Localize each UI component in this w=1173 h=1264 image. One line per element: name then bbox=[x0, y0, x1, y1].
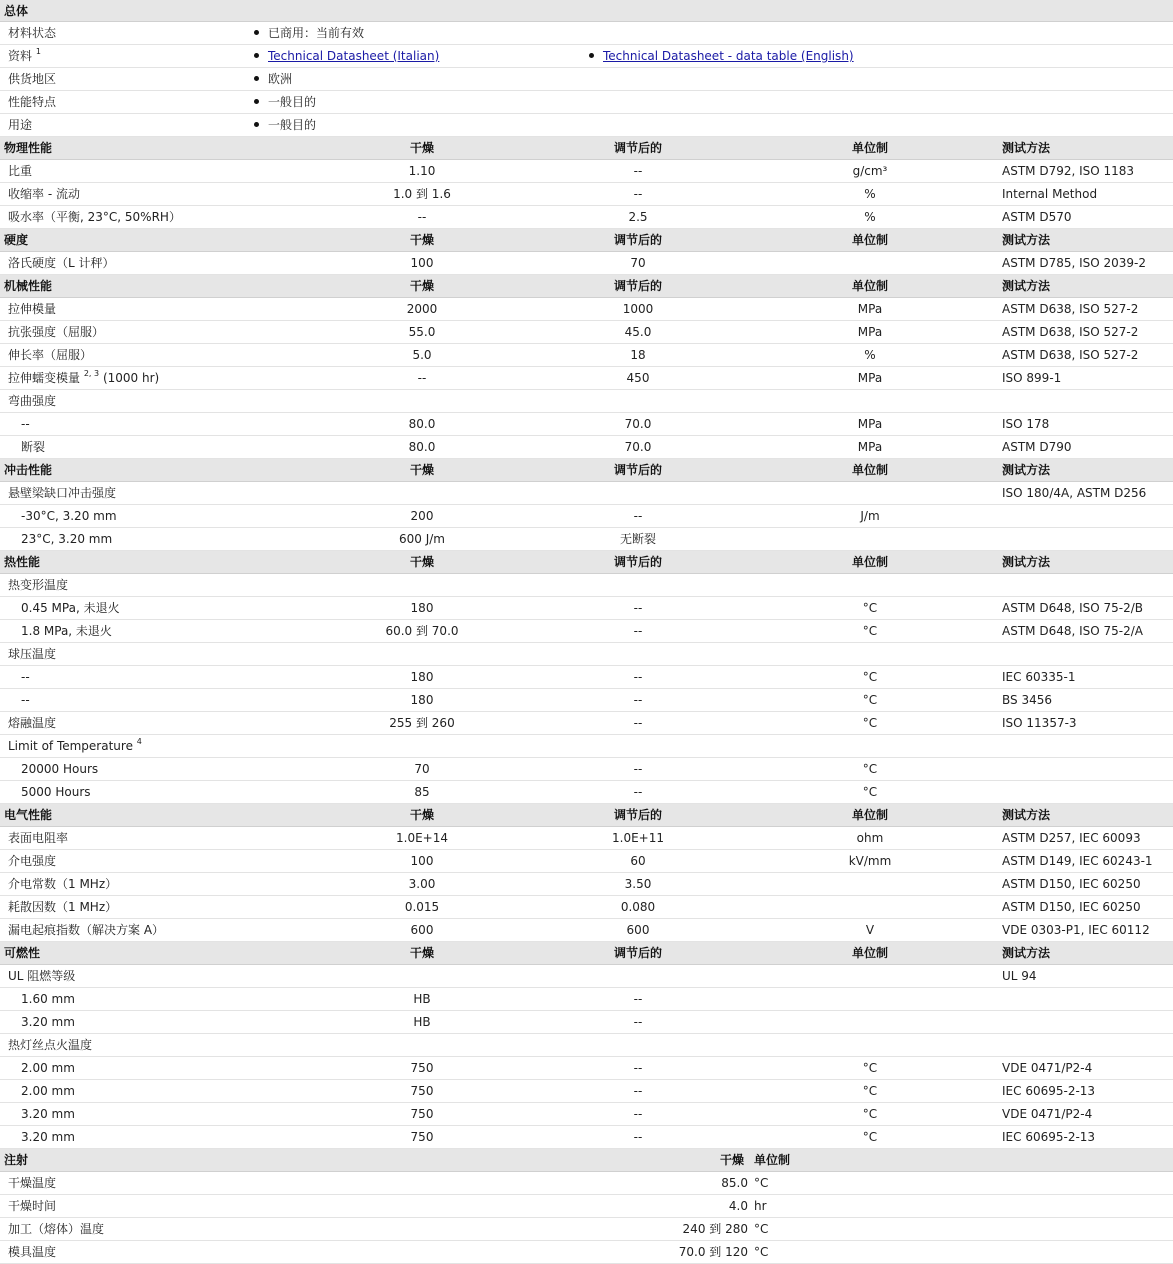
property-name: 模具温度 bbox=[8, 1245, 57, 1259]
property-name: 热变形温度 bbox=[8, 578, 69, 592]
property-name: 热灯丝点火温度 bbox=[8, 1038, 93, 1052]
dry-value: 100 bbox=[410, 854, 434, 868]
property-name: 悬壁梁缺口冲击强度 bbox=[8, 486, 117, 500]
property-name: 伸长率（屈服） bbox=[8, 348, 93, 362]
section-title: 注射 bbox=[4, 1153, 29, 1167]
test-method: ASTM D638, ISO 527-2 bbox=[1002, 302, 1139, 316]
dry-value: 750 bbox=[410, 1061, 434, 1075]
general-row bbox=[0, 91, 1173, 114]
test-method: IEC 60695-2-13 bbox=[1002, 1084, 1096, 1098]
test-method: ISO 899-1 bbox=[1002, 371, 1062, 385]
row-label: 性能特点 bbox=[8, 95, 57, 109]
test-method: ASTM D638, ISO 527-2 bbox=[1002, 325, 1139, 339]
test-method: ASTM D638, ISO 527-2 bbox=[1002, 348, 1139, 362]
dry-value: 3.00 bbox=[408, 877, 436, 891]
dry-value: 1.10 bbox=[408, 164, 436, 178]
table-row bbox=[0, 873, 1173, 896]
dry-value: 4.0 bbox=[728, 1199, 748, 1213]
unit: V bbox=[865, 923, 875, 937]
property-name: 漏电起痕指数（解决方案 A） bbox=[8, 923, 165, 937]
column-header-conditioned: 调节后的 bbox=[613, 141, 662, 155]
property-name: 1.8 MPa, 未退火 bbox=[21, 624, 112, 638]
unit: °C bbox=[862, 624, 878, 638]
conditioned-value: 无断裂 bbox=[619, 532, 656, 546]
dry-value: HB bbox=[413, 992, 431, 1006]
property-name: 拉伸模量 bbox=[8, 302, 57, 316]
column-header-conditioned: 调节后的 bbox=[613, 808, 662, 822]
section-thermal-header bbox=[0, 551, 1173, 574]
property-name: 断裂 bbox=[21, 440, 46, 454]
test-method: VDE 0303-P1, IEC 60112 bbox=[1002, 923, 1150, 937]
test-method: ISO 11357-3 bbox=[1002, 716, 1077, 730]
row-label: 供货地区 bbox=[8, 72, 57, 86]
test-method: VDE 0471/P2-4 bbox=[1002, 1061, 1093, 1075]
table-row bbox=[0, 344, 1173, 367]
conditioned-value: -- bbox=[633, 693, 643, 707]
table-row bbox=[0, 183, 1173, 206]
conditioned-value: -- bbox=[633, 187, 643, 201]
dry-value: 180 bbox=[410, 601, 434, 615]
property-name: 拉伸蠕变模量 $^{2, 3}$ (1000 hr) bbox=[8, 369, 160, 385]
dry-value: 1.0E+14 bbox=[396, 831, 448, 845]
section-title: 可燃性 bbox=[4, 946, 41, 960]
table-row bbox=[0, 988, 1173, 1011]
section-hardness-header bbox=[0, 229, 1173, 252]
conditioned-value: -- bbox=[633, 509, 643, 523]
section-general-header bbox=[0, 0, 1173, 22]
property-name: 23°C, 3.20 mm bbox=[21, 532, 113, 546]
table-row bbox=[0, 919, 1173, 942]
table-row bbox=[0, 574, 1173, 597]
conditioned-value: 1000 bbox=[622, 302, 654, 316]
table-row bbox=[0, 735, 1173, 758]
table-row bbox=[0, 597, 1173, 620]
column-header-dry: 干燥 bbox=[409, 233, 434, 247]
conditioned-value: -- bbox=[633, 1061, 643, 1075]
table-row bbox=[0, 689, 1173, 712]
conditioned-value: -- bbox=[633, 1130, 643, 1144]
section-title: 电气性能 bbox=[4, 808, 53, 822]
conditioned-value: 1.0E+11 bbox=[612, 831, 664, 845]
unit: °C bbox=[862, 1061, 878, 1075]
dry-value: 100 bbox=[410, 256, 434, 270]
test-method: ASTM D150, IEC 60250 bbox=[1002, 900, 1141, 914]
dry-value: -- bbox=[417, 371, 427, 385]
list-item: 已商用：当前有效 bbox=[254, 22, 364, 45]
table-row bbox=[0, 850, 1173, 873]
unit: % bbox=[864, 187, 876, 201]
property-name: 2.00 mm bbox=[21, 1084, 75, 1098]
column-header-dry: 干燥 bbox=[409, 141, 434, 155]
dry-value: 600 bbox=[410, 923, 434, 937]
column-header-unit: 单位制 bbox=[851, 141, 888, 155]
column-header-dry: 干燥 bbox=[720, 1153, 745, 1167]
test-method: VDE 0471/P2-4 bbox=[1002, 1107, 1093, 1121]
table-row bbox=[0, 1172, 1173, 1195]
unit: MPa bbox=[857, 417, 883, 431]
column-header-method: 测试方法 bbox=[1002, 279, 1051, 293]
conditioned-value: -- bbox=[633, 624, 643, 638]
unit: °C bbox=[754, 1176, 769, 1190]
column-header-unit: 单位制 bbox=[754, 1153, 791, 1167]
dry-value: 750 bbox=[410, 1084, 434, 1098]
general-row bbox=[0, 45, 1173, 68]
conditioned-value: 3.50 bbox=[624, 877, 652, 891]
unit: °C bbox=[862, 1084, 878, 1098]
property-name: 吸水率（平衡, 23°C, 50%RH） bbox=[8, 210, 181, 224]
table-row bbox=[0, 643, 1173, 666]
conditioned-value: 0.080 bbox=[620, 900, 656, 914]
unit: °C bbox=[862, 601, 878, 615]
test-method: Internal Method bbox=[1002, 187, 1098, 201]
table-row bbox=[0, 413, 1173, 436]
property-name: -- bbox=[21, 670, 30, 684]
conditioned-value: 45.0 bbox=[624, 325, 652, 339]
section-title: 物理性能 bbox=[4, 141, 53, 155]
column-header-method: 测试方法 bbox=[1002, 946, 1051, 960]
unit: MPa bbox=[857, 302, 883, 316]
property-name: 干燥温度 bbox=[8, 1176, 57, 1190]
test-method: UL 94 bbox=[1002, 969, 1037, 983]
dry-value: 60.0 到 70.0 bbox=[385, 624, 459, 638]
bullet-icon bbox=[254, 53, 259, 58]
dry-value: 70.0 到 120 bbox=[678, 1245, 748, 1259]
general-row bbox=[0, 68, 1173, 91]
section-injection-header bbox=[0, 1149, 1173, 1172]
table-row bbox=[0, 827, 1173, 850]
dry-value: 750 bbox=[410, 1107, 434, 1121]
datasheet-english-link[interactable]: Technical Datasheet - data table (English) bbox=[603, 49, 854, 63]
test-method: ASTM D790 bbox=[1002, 440, 1072, 454]
property-name: 比重 bbox=[8, 164, 33, 178]
table-row bbox=[0, 666, 1173, 689]
conditioned-value: 18 bbox=[630, 348, 646, 362]
unit: °C bbox=[754, 1245, 769, 1259]
section-electrical-header bbox=[0, 804, 1173, 827]
dry-value: 70 bbox=[414, 762, 430, 776]
property-name: 收缩率 - 流动 bbox=[8, 187, 80, 201]
table-row bbox=[0, 482, 1173, 505]
unit: °C bbox=[754, 1222, 769, 1236]
property-name: 弯曲强度 bbox=[8, 394, 57, 408]
test-method: ISO 178 bbox=[1002, 417, 1050, 431]
property-name: 0.45 MPa, 未退火 bbox=[21, 601, 120, 615]
column-header-conditioned: 调节后的 bbox=[613, 233, 662, 247]
test-method: ASTM D648, ISO 75-2/A bbox=[1002, 624, 1143, 638]
dry-value: 2000 bbox=[406, 302, 438, 316]
test-method: ASTM D150, IEC 60250 bbox=[1002, 877, 1141, 891]
column-header-unit: 单位制 bbox=[851, 808, 888, 822]
table-row bbox=[0, 1080, 1173, 1103]
table-row bbox=[0, 206, 1173, 229]
column-header-dry: 干燥 bbox=[409, 555, 434, 569]
dry-value: 200 bbox=[410, 509, 434, 523]
property-name: 3.20 mm bbox=[21, 1015, 75, 1029]
test-method: ASTM D570 bbox=[1002, 210, 1072, 224]
conditioned-value: 70 bbox=[630, 256, 646, 270]
column-header-method: 测试方法 bbox=[1002, 463, 1051, 477]
column-header-unit: 单位制 bbox=[851, 233, 888, 247]
unit: °C bbox=[862, 693, 878, 707]
test-method: BS 3456 bbox=[1002, 693, 1052, 707]
unit: hr bbox=[754, 1199, 767, 1213]
table-row bbox=[0, 321, 1173, 344]
conditioned-value: -- bbox=[633, 1107, 643, 1121]
dry-value: 600 J/m bbox=[399, 532, 445, 546]
section-flammability-header bbox=[0, 942, 1173, 965]
column-header-conditioned: 调节后的 bbox=[613, 279, 662, 293]
dry-value: 85 bbox=[414, 785, 430, 799]
unit: °C bbox=[862, 716, 878, 730]
unit: % bbox=[864, 210, 876, 224]
column-header-conditioned: 调节后的 bbox=[613, 463, 662, 477]
test-method: ISO 180/4A, ASTM D256 bbox=[1002, 486, 1147, 500]
column-header-dry: 干燥 bbox=[409, 946, 434, 960]
section-title: 机械性能 bbox=[4, 279, 53, 293]
column-header-unit: 单位制 bbox=[851, 946, 888, 960]
column-header-unit: 单位制 bbox=[851, 555, 888, 569]
property-name: 球压温度 bbox=[8, 647, 57, 661]
general-row bbox=[0, 114, 1173, 137]
table-row bbox=[0, 298, 1173, 321]
property-name: 5000 Hours bbox=[21, 785, 91, 799]
test-method: ASTM D257, IEC 60093 bbox=[1002, 831, 1141, 845]
dry-value: 80.0 bbox=[408, 417, 436, 431]
table-row bbox=[0, 436, 1173, 459]
bullet-icon bbox=[254, 122, 259, 127]
footnote-ref: 4 bbox=[136, 737, 142, 746]
test-method: ASTM D149, IEC 60243-1 bbox=[1002, 854, 1153, 868]
property-name: 加工（熔体）温度 bbox=[8, 1222, 105, 1236]
column-header-method: 测试方法 bbox=[1002, 233, 1051, 247]
list-item: 一般目的 bbox=[254, 91, 316, 114]
section-title: 冲击性能 bbox=[4, 463, 53, 477]
conditioned-value: -- bbox=[633, 1084, 643, 1098]
table-row bbox=[0, 528, 1173, 551]
conditioned-value: -- bbox=[633, 1015, 643, 1029]
property-name: 熔融温度 bbox=[8, 716, 57, 730]
conditioned-value: 70.0 bbox=[624, 417, 652, 431]
dry-value: HB bbox=[413, 1015, 431, 1029]
conditioned-value: -- bbox=[633, 601, 643, 615]
row-label: 材料状态 bbox=[8, 26, 57, 40]
conditioned-value: -- bbox=[633, 164, 643, 178]
conditioned-value: 70.0 bbox=[624, 440, 652, 454]
unit: °C bbox=[862, 1130, 878, 1144]
conditioned-value: -- bbox=[633, 716, 643, 730]
table-row bbox=[0, 1195, 1173, 1218]
dry-value: 255 到 260 bbox=[389, 716, 455, 730]
table-row bbox=[0, 781, 1173, 804]
property-name: Limit of Temperature $^4$ bbox=[8, 737, 142, 753]
unit: °C bbox=[862, 762, 878, 776]
table-row bbox=[0, 1057, 1173, 1080]
dry-value: 1.0 到 1.6 bbox=[393, 187, 451, 201]
bullet-icon bbox=[254, 30, 259, 35]
property-name: 表面电阻率 bbox=[8, 831, 69, 845]
property-name: 3.20 mm bbox=[21, 1107, 75, 1121]
unit: °C bbox=[862, 670, 878, 684]
dry-value: -- bbox=[417, 210, 427, 224]
section-title: 总体 bbox=[4, 4, 29, 18]
table-row bbox=[0, 390, 1173, 413]
dry-value: 85.0 bbox=[721, 1176, 748, 1190]
test-method: IEC 60335-1 bbox=[1002, 670, 1076, 684]
dry-value: 180 bbox=[410, 693, 434, 707]
column-header-conditioned: 调节后的 bbox=[613, 946, 662, 960]
unit: kV/mm bbox=[848, 854, 892, 868]
column-header-method: 测试方法 bbox=[1002, 808, 1051, 822]
property-name: 干燥时间 bbox=[8, 1199, 57, 1213]
table-row bbox=[0, 252, 1173, 275]
column-header-unit: 单位制 bbox=[851, 463, 888, 477]
table-row bbox=[0, 505, 1173, 528]
section-impact-header bbox=[0, 459, 1173, 482]
row-label: 用途 bbox=[8, 118, 33, 132]
property-name: 1.60 mm bbox=[21, 992, 75, 1006]
column-header-method: 测试方法 bbox=[1002, 555, 1051, 569]
unit: % bbox=[864, 348, 876, 362]
column-header-dry: 干燥 bbox=[409, 279, 434, 293]
dry-value: 5.0 bbox=[412, 348, 432, 362]
conditioned-value: 2.5 bbox=[628, 210, 648, 224]
general-row bbox=[0, 22, 1173, 45]
column-header-conditioned: 调节后的 bbox=[613, 555, 662, 569]
conditioned-value: -- bbox=[633, 992, 643, 1006]
table-row bbox=[0, 965, 1173, 988]
property-name: 3.20 mm bbox=[21, 1130, 75, 1144]
property-name: 介电常数（1 MHz） bbox=[8, 877, 118, 891]
section-title: 热性能 bbox=[4, 555, 41, 569]
row-label: 资料 $^1$ bbox=[8, 47, 41, 63]
dry-value: 180 bbox=[410, 670, 434, 684]
table-row bbox=[0, 1241, 1173, 1264]
list-item: 一般目的 bbox=[254, 114, 316, 137]
property-name: 洛氏硬度（L 计秤） bbox=[8, 256, 115, 270]
conditioned-value: 600 bbox=[626, 923, 650, 937]
conditioned-value: -- bbox=[633, 762, 643, 776]
property-name: -- bbox=[21, 693, 30, 707]
property-name: 2.00 mm bbox=[21, 1061, 75, 1075]
unit: °C bbox=[862, 785, 878, 799]
table-row bbox=[0, 367, 1173, 390]
table-row bbox=[0, 1103, 1173, 1126]
list-item bbox=[589, 45, 854, 68]
property-name: 20000 Hours bbox=[21, 762, 99, 776]
unit: °C bbox=[862, 1107, 878, 1121]
dry-value: 750 bbox=[410, 1130, 434, 1144]
section-title: 硬度 bbox=[4, 233, 29, 247]
property-name: 抗张强度（屈服） bbox=[8, 325, 105, 339]
column-header-method: 测试方法 bbox=[1002, 141, 1051, 155]
unit: J/m bbox=[860, 509, 880, 523]
property-name: 介电强度 bbox=[8, 854, 57, 868]
unit: MPa bbox=[857, 440, 883, 454]
dry-value: 80.0 bbox=[408, 440, 436, 454]
property-name: 耗散因数（1 MHz） bbox=[8, 900, 118, 914]
table-row bbox=[0, 1034, 1173, 1057]
property-name: UL 阻燃等级 bbox=[8, 969, 76, 983]
section-physical-header bbox=[0, 137, 1173, 160]
list-item bbox=[254, 45, 439, 68]
conditioned-value: -- bbox=[633, 785, 643, 799]
unit: ohm bbox=[856, 831, 884, 845]
dry-value: 55.0 bbox=[408, 325, 436, 339]
property-name: -- bbox=[21, 417, 30, 431]
conditioned-value: -- bbox=[633, 670, 643, 684]
table-row bbox=[0, 712, 1173, 735]
table-row bbox=[0, 1011, 1173, 1034]
column-header-dry: 干燥 bbox=[409, 463, 434, 477]
table-row bbox=[0, 620, 1173, 643]
list-item: 欧洲 bbox=[254, 68, 292, 91]
footnote-ref: 2, 3 bbox=[83, 369, 100, 378]
unit: g/cm³ bbox=[852, 164, 888, 178]
section-mechanical-header bbox=[0, 275, 1173, 298]
bullet-icon bbox=[589, 53, 594, 58]
conditioned-value: 450 bbox=[626, 371, 650, 385]
table-row bbox=[0, 758, 1173, 781]
table-row bbox=[0, 160, 1173, 183]
table-row bbox=[0, 896, 1173, 919]
column-header-unit: 单位制 bbox=[851, 279, 888, 293]
test-method: ASTM D792, ISO 1183 bbox=[1002, 164, 1135, 178]
test-method: IEC 60695-2-13 bbox=[1002, 1130, 1096, 1144]
bullet-icon bbox=[254, 76, 259, 81]
table-row bbox=[0, 1126, 1173, 1149]
dry-value: 240 到 280 bbox=[682, 1222, 748, 1236]
column-header-dry: 干燥 bbox=[409, 808, 434, 822]
bullet-icon bbox=[254, 99, 259, 104]
test-method: ASTM D785, ISO 2039-2 bbox=[1002, 256, 1147, 270]
unit: MPa bbox=[857, 325, 883, 339]
conditioned-value: 60 bbox=[630, 854, 646, 868]
unit: MPa bbox=[857, 371, 883, 385]
test-method: ASTM D648, ISO 75-2/B bbox=[1002, 601, 1144, 615]
dry-value: 0.015 bbox=[404, 900, 440, 914]
datasheet-italian-link[interactable]: Technical Datasheet (Italian) bbox=[268, 49, 440, 63]
property-name: -30°C, 3.20 mm bbox=[21, 509, 117, 523]
